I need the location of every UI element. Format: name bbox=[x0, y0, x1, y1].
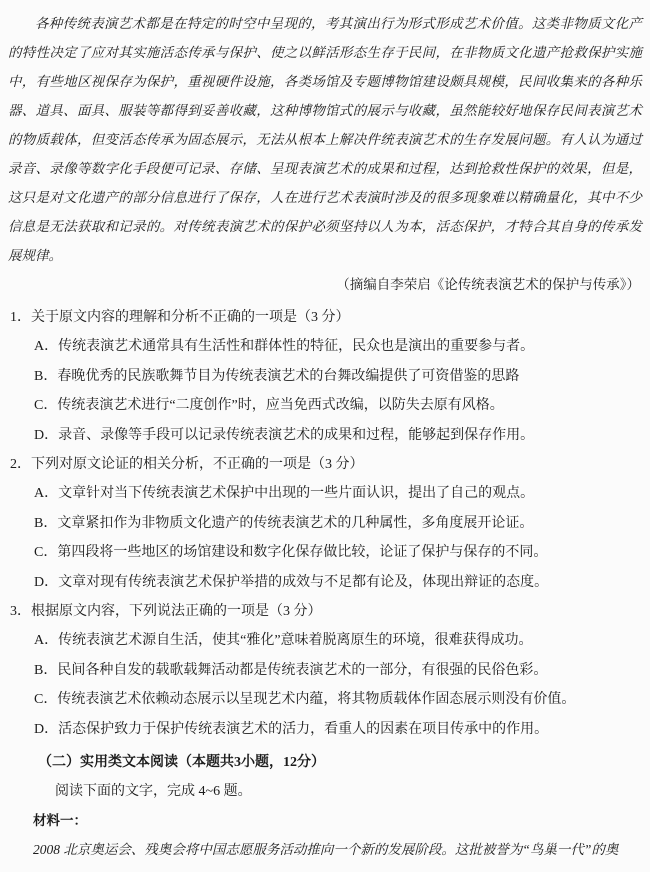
question-3 bbox=[8, 597, 642, 744]
question-list bbox=[8, 303, 642, 744]
question-3-option-d: D．活态保护致力于保护传统表演艺术的活力，看重人的因素在项目传承中的作用。 bbox=[34, 721, 549, 737]
question-3-option-b: B．民间各种自发的载歌载舞活动都是传统表演艺术的一部分，有很强的民俗色彩。 bbox=[34, 662, 548, 678]
question-2-stem: 2．下列对原文论证的相关分析，不正确的一项是（3 分） bbox=[10, 457, 364, 473]
question-2-option-d: D．文章对现有传统表演艺术保护举措的成效与不足都有论及，体现出辩证的态度。 bbox=[34, 574, 549, 590]
question-1 bbox=[8, 303, 642, 450]
question-3-stem: 3．根据原文内容，下列说法正确的一项是（3 分） bbox=[10, 604, 322, 620]
question-1-option-d: D．录音、录像等手段可以记录传统表演艺术的成果和过程，能够起到保存作用。 bbox=[34, 427, 535, 443]
passage-paragraph: 各种传统表演艺术都是在特定的时空中呈现的，考其演出行为形式形成艺术价值。这类非物质文化产的特性决定了应对其实施活态传承与保护、使之以鲜活形态生存于民间，在非物质文化遗产抢救保护实施中，有些地区视保存为保护，重视硬件设施，各类场馆及专题博物馆建设颇具规模，民间收集来的各种乐器、道具、面具、服装等都得到妥善收藏，这种博物馆式的展示与收藏，虽然能较好地保存民间表演艺术的物质载体，但变活态传承为固态展示，无法从根本上解决件统表演艺术的生存发展问题。有人认为通过录音、录像等数字化手段便可记录、存储、呈现表演艺术的成果和过程，达到抢救性保护的效果，但是，这只是对文化遗产的部分信息进行了保存，人在进行艺术表演时涉及的很多现象难以精确量化，其中不少信息是无法获取和记录的。对传统表演艺术的保护必须坚持以人为本，活态保护，才特合其自身的传承发展规律。 bbox=[8, 16, 642, 263]
section-2-header: （二）实用类文本阅读（本题共3小题，12分） bbox=[38, 755, 325, 771]
question-1-option-a: A．传统表演艺术通常具有生活性和群体性的特征，民众也是演出的重要参与者。 bbox=[34, 339, 535, 355]
question-1-stem: 1．关于原文内容的理解和分析不正确的一项是（3 分） bbox=[10, 310, 350, 325]
question-2-option-a: A．文章针对当下传统表演艺术保护中出现的一些片面认识，提出了自己的观点。 bbox=[34, 486, 535, 502]
material-1-label: 材料一： bbox=[33, 813, 87, 829]
question-2-option-c: C．第四段将一些地区的场馆建设和数字化保存做比较，论证了保护与保存的不同。 bbox=[34, 545, 548, 561]
material-1-text: 2008 北京奥运会、残奥会将中国志愿服务活动推向一个新的发展阶段。这批被誉为“鸟巢一代”的奥 bbox=[33, 842, 619, 858]
question-3-option-a: A．传统表演艺术源自生活，使其“雅化”意味着脱离原生的环境，很难获得成功。 bbox=[34, 633, 533, 649]
question-1-option-b: B．春晚优秀的民族歌舞节目为传统表演艺术的台舞改编提供了可资借鉴的思路 bbox=[34, 368, 520, 384]
question-2-option-b: B．文章紧扣作为非物质文化遗产的传统表演艺术的几种属性，多角度展开论证。 bbox=[34, 515, 534, 531]
question-2 bbox=[8, 450, 642, 597]
question-1-option-c: C．传统表演艺术进行“二度创作”时，应当免西式改编，以防失去原有风格。 bbox=[34, 398, 504, 414]
question-3-option-c: C．传统表演艺术依赖动态展示以呈现艺术内蕴，将其物质载体作固态展示则没有价值。 bbox=[34, 692, 576, 708]
reading-instruction: 阅读下面的文字，完成 4~6 题。 bbox=[55, 784, 252, 800]
passage-attribution: （摘编自李荣启《论传统表演艺术的保护与传承》） bbox=[336, 277, 640, 292]
